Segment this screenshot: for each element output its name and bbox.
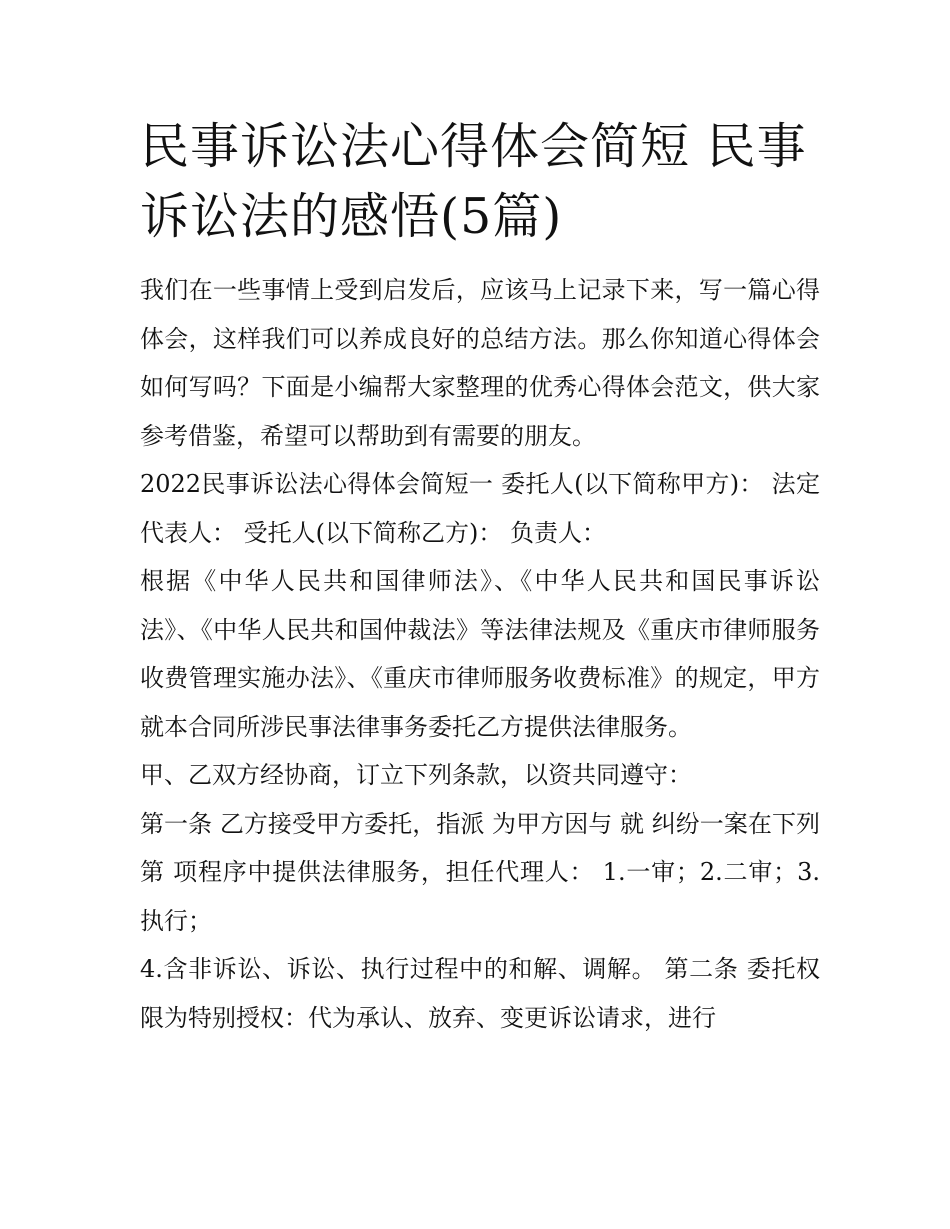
article-one-paragraph: 第一条 乙方接受甲方委托，指派 为甲方因与 就 纠纷一案在下列第 项程序中提供法律服务，担任代理人： 1.一审；2.二审；3.执行； — [140, 809, 820, 935]
document-page — [140, 112, 820, 1042]
legal-basis-paragraph: 根据《中华人民共和国律师法》、《中华人民共和国民事诉讼法》、《中华人民共和国仲裁法》等法律法规及《重庆市律师服务收费管理实施办法》、《重庆市律师服务收费标准》的规定，甲方就本合同所涉民事法律事务委托乙方提供法律服务。 — [140, 567, 820, 741]
contract-parties-paragraph: 2022民事诉讼法心得体会简短一 委托人(以下简称甲方)： 法定代表人： 受托人(以下简称乙方)： 负责人： — [140, 470, 820, 547]
article-two-paragraph: 4.含非诉讼、诉讼、执行过程中的和解、调解。 第二条 委托权限为特别授权：代为承认、放弃、变更诉讼请求，进行 — [140, 955, 820, 1032]
intro-paragraph: 我们在一些事情上受到启发后，应该马上记录下来，写一篇心得体会，这样我们可以养成良好的总结方法。那么你知道心得体会如何写吗？下面是小编帮大家整理的优秀心得体会范文，供大家参考借鉴，希望可以帮助到有需要的朋友。 — [140, 276, 820, 450]
agreement-paragraph: 甲、乙双方经协商，订立下列条款，以资共同遵守： — [140, 761, 692, 789]
document-title: 民事诉讼法心得体会简短 民事诉讼法的感悟(5篇) — [140, 118, 807, 245]
